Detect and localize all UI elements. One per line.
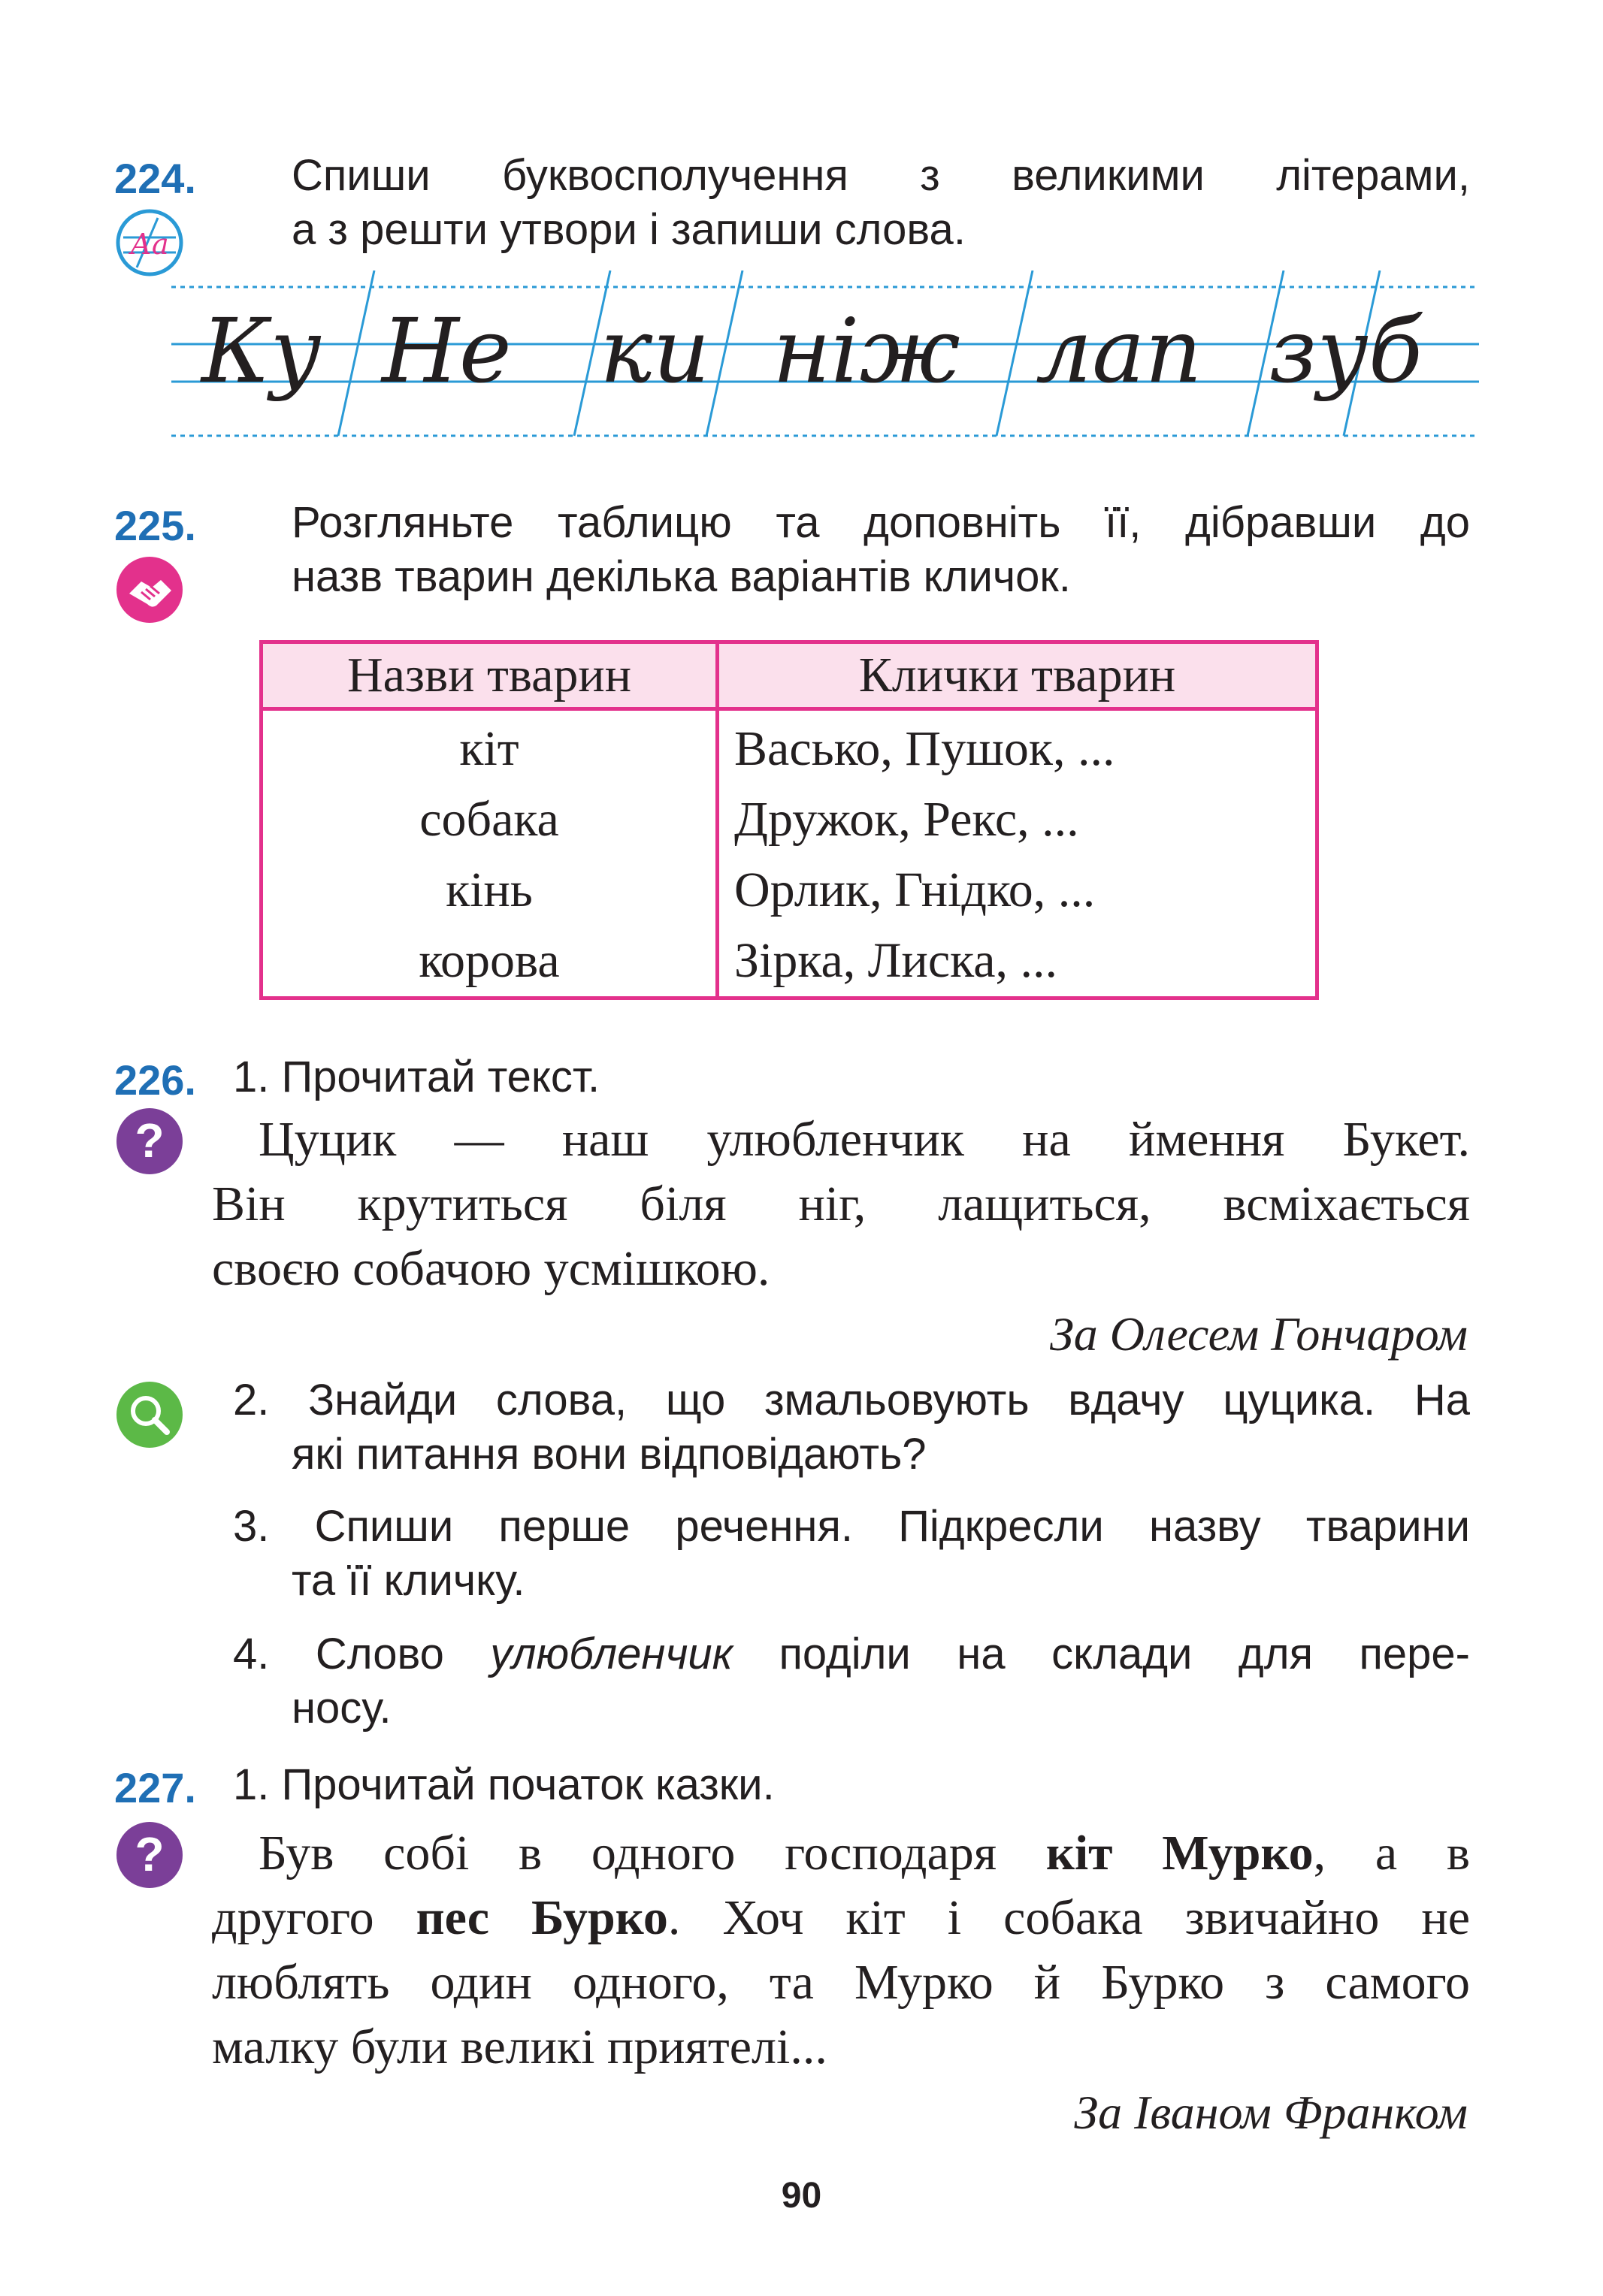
- exercise-226-task2-line1: [233, 1373, 1470, 1427]
- task3-number: 3.: [233, 1502, 270, 1551]
- text-226-line3: своєю собачою усмішкою.: [212, 1241, 770, 1296]
- table-row: [262, 855, 1317, 926]
- task4-number: 4.: [233, 1630, 270, 1678]
- table-row: [262, 709, 1317, 785]
- exercise-224-text-line2: а з решти утвори і запиши слова.: [292, 205, 966, 254]
- table-cell-nickname: Орлик, Гнідко, ...: [734, 863, 1096, 917]
- exercise-224-text-line1: Спиши буквосполучення з великими літерами,: [292, 151, 1470, 200]
- task3-text: Спиши перше речення. Підкресли назву тварини: [314, 1502, 1470, 1551]
- text-227-bold-cat: кіт Мурко: [1045, 1826, 1314, 1881]
- svg-text:?: ?: [135, 1827, 165, 1881]
- script-word-5: лап: [1036, 299, 1202, 403]
- table-cell-nickname: Дружок, Рекс, ...: [734, 792, 1079, 847]
- exercise-226-task4-line1: [233, 1627, 1470, 1681]
- handwriting-lines: [171, 270, 1479, 451]
- author-226: За Олесем Гончаром: [1050, 1307, 1468, 1361]
- page-number: 90: [781, 2176, 822, 2216]
- table-cell-animal: корова: [262, 926, 718, 998]
- question-icon: [114, 1106, 185, 1177]
- author-227: За Іваном Франком: [1074, 2086, 1468, 2139]
- text-227-line1-pre: Був собі в одного господаря: [259, 1826, 997, 1881]
- exercise-226-task2-line2: які питання вони відповідають?: [292, 1430, 927, 1479]
- text-227-line2-post: . Хоч кіт і собака звичайно не: [667, 1890, 1470, 1945]
- exercise-226-task3-line2: та її кличку.: [292, 1556, 525, 1605]
- animal-names-table: [259, 640, 1319, 1000]
- text-226-line1: Цуцик — наш улюбленчик на ймення Букет.: [259, 1112, 1470, 1167]
- text-227-bold-dog: пес Бурко: [416, 1890, 668, 1945]
- text-227-line4: малку були великі приятелі...: [212, 2020, 827, 2074]
- exercise-225-text-line2: назв тварин декілька варіантів кличок.: [292, 552, 1071, 601]
- script-word-2: Не: [382, 299, 512, 403]
- task2-number: 2.: [233, 1376, 270, 1424]
- text-227-line2: [212, 1886, 1470, 1950]
- script-word-4: ніж: [773, 299, 960, 403]
- exercise-226-task4-line2: носу.: [292, 1684, 392, 1733]
- script-word-6: зуб: [1269, 299, 1423, 403]
- table-header-nickname: Клички тварин: [718, 642, 1317, 709]
- exercise-number-227: 227.: [114, 1764, 196, 1811]
- text-227-line3: люблять один одного, та Мурко й Бурко з самого: [212, 1955, 1470, 2010]
- task4-text-post: поділи на склади для пере-: [779, 1630, 1470, 1678]
- text-227-line1: [259, 1821, 1470, 1886]
- text-227-line2-pre: другого: [212, 1890, 374, 1945]
- script-word-3: ки: [600, 299, 710, 403]
- table-cell-nickname: Васько, Пушок, ...: [734, 721, 1115, 776]
- magnifier-icon: [114, 1379, 185, 1450]
- text-226-line2: Він крутиться біля ніг, лащиться, всміхається: [212, 1177, 1470, 1231]
- exercise-225-text-line1: Розгляньте таблицю та доповніть її, дібравши до: [292, 498, 1470, 547]
- exercise-number-226: 226.: [114, 1056, 196, 1104]
- script-word-1: Ку: [201, 299, 322, 403]
- table-cell-animal: собака: [262, 784, 718, 855]
- task4-italic-word: улюбленчик: [490, 1630, 733, 1678]
- question-icon: [114, 1820, 185, 1890]
- table-header-row: [262, 642, 1317, 709]
- exercise-226-task3-line1: [233, 1500, 1470, 1554]
- handwriting-icon: [114, 207, 185, 278]
- task2-text: Знайди слова, що змальовують вдачу цуцика. На: [308, 1376, 1471, 1424]
- table-cell-animal: кінь: [262, 855, 718, 926]
- exercise-number-225: 225.: [114, 502, 196, 549]
- table-header-animal: Назви тварин: [262, 642, 718, 709]
- table-cell-animal: кіт: [262, 709, 718, 785]
- table-cell-nickname: Зірка, Лиска, ...: [734, 933, 1057, 988]
- table-row: [262, 784, 1317, 855]
- handshake-icon: [114, 554, 185, 625]
- task4-text-pre: Слово: [315, 1630, 444, 1678]
- svg-text:?: ?: [135, 1113, 165, 1168]
- exercise-227-task1: 1. Прочитай початок казки.: [233, 1760, 775, 1809]
- text-227-line1-post: , а в: [1313, 1826, 1470, 1881]
- svg-text:Аа: Аа: [130, 228, 169, 261]
- exercise-226-task1: 1. Прочитай текст.: [233, 1053, 600, 1101]
- table-row: [262, 926, 1317, 998]
- exercise-number-224: 224.: [114, 155, 196, 202]
